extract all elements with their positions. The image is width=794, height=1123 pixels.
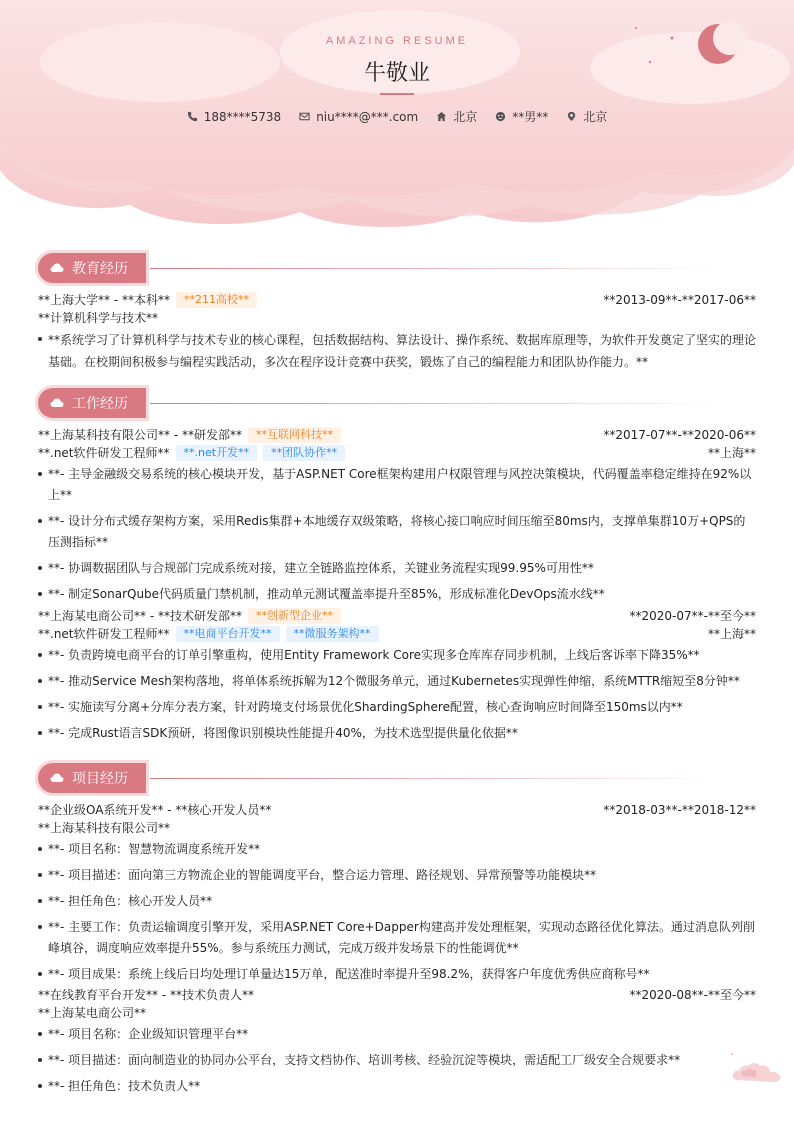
list-item: **- 项目名称：智慧物流调度系统开发**	[38, 839, 756, 860]
project-bullets	[38, 1024, 756, 1097]
project-name: **企业级OA系统开发** - **核心开发人员**	[38, 803, 272, 817]
section-divider	[150, 403, 722, 404]
education-title-pill	[38, 253, 146, 283]
role-tag: **团队协作**	[263, 445, 345, 461]
list-item: **- 制定SonarQube代码质量门禁机制，推动单元测试覆盖率提升至85%，形成标准化DevOps流水线**	[38, 584, 756, 605]
job-date: **2017-07**-**2020-06**	[603, 428, 756, 442]
home-icon	[436, 111, 447, 122]
project-company: **上海某科技有限公司**	[38, 821, 171, 835]
job-city: **上海**	[707, 446, 756, 460]
list-item: **- 协调数据团队与合规部门完成系统对接，建立全链路监控体系，关键业务流程实现99.95%可用性**	[38, 558, 756, 579]
section-divider	[150, 268, 722, 269]
role-tag: **电商平台开发**	[176, 626, 280, 642]
education-date: **2013-09**-**2017-06**	[603, 293, 756, 307]
decorative-cloud-icon	[726, 1050, 786, 1086]
contact-phone	[187, 108, 281, 125]
projects-title: 项目经历	[72, 771, 128, 787]
project-company: **上海某电商公司**	[38, 1006, 147, 1020]
list-item: **- 项目成果：系统上线后日均处理订单量达15万单，配送准时率提升至98.2%，获得客户年度优秀供应商称号**	[38, 964, 756, 985]
school-tag: **211高校**	[176, 292, 257, 308]
location-icon	[566, 111, 577, 122]
project-2	[38, 986, 756, 1097]
list-item: **- 负责跨境电商平台的订单引擎重构，使用Entity Framework Core实现多仓库库存同步机制，上线后客诉率下降35%**	[38, 645, 756, 666]
work-header	[38, 388, 756, 420]
cloud-icon	[50, 773, 64, 783]
education-bullets	[38, 329, 756, 373]
project-1	[38, 801, 756, 985]
project-name: **在线教育平台开发** - **技术负责人**	[38, 988, 254, 1002]
cloud-icon	[50, 263, 64, 273]
list-item: **- 推动Service Mesh架构落地，将单体系统拆解为12个微服务单元，通过Kubernetes实现弹性伸缩，系统MTTR缩短至8分钟**	[38, 671, 756, 692]
contact-home	[436, 108, 477, 125]
job-role: **.net软件研发工程师**	[38, 627, 170, 641]
company-name: **上海某科技有限公司** - **研发部**	[38, 428, 242, 442]
cloud-icon	[50, 398, 64, 408]
contact-home-text: 北京	[453, 110, 478, 124]
project-bullets	[38, 839, 756, 985]
job-2	[38, 607, 756, 744]
list-item: **- 担任角色：核心开发人员**	[38, 891, 756, 912]
list-item: **- 项目描述：面向制造业的协同办公平台，支持文档协作、培训考核、经验沉淀等模块，需适配工厂级安全合规要求**	[38, 1050, 756, 1071]
major: **计算机科学与技术**	[38, 311, 159, 325]
education-title: 教育经历	[72, 261, 128, 277]
gender-icon	[495, 111, 506, 122]
work-title: 工作经历	[72, 396, 128, 412]
list-item: **系统学习了计算机科学与技术专业的核心课程，包括数据结构、算法设计、操作系统、数据库原理等，为软件开发奠定了坚实的理论基础。在校期间积极参与编程实践活动，多次在程序设计竞赛中获奖，锻炼了自己的编程能力和团队协作能力。**	[38, 329, 756, 373]
list-item: **- 完成Rust语言SDK预研，将图像识别模块性能提升40%，为技术选型提供量化依据**	[38, 723, 756, 744]
contact-email-text: niu****@***.com	[316, 109, 419, 124]
candidate-name: 牛敬业	[363, 61, 430, 86]
role-tag: **微服务架构**	[286, 626, 379, 642]
job-1	[38, 426, 756, 605]
projects-title-pill	[38, 763, 146, 793]
list-item: **- 项目描述：面向第三方物流企业的智能调度平台，整合运力管理、路径规划、异常预警等功能模块**	[38, 865, 756, 886]
company-name: **上海某电商公司** - **技术研发部**	[38, 609, 242, 623]
company-tag: **创新型企业**	[248, 608, 341, 624]
list-item: **- 实施读写分离+分库分表方案，针对跨境支付场景优化ShardingSphere配置，核心查询响应时间降至150ms以内**	[38, 697, 756, 718]
project-date: **2018-03**-**2018-12**	[603, 803, 756, 817]
company-tag: **互联网科技**	[248, 427, 341, 443]
list-item: **- 主导金融级交易系统的核心模块开发，基于ASP.NET Core框架构建用户权限管理与风控决策模块，代码覆盖率稳定维持在92%以上**	[38, 464, 756, 506]
work-title-pill	[38, 388, 146, 418]
list-item: **- 担任角色：技术负责人**	[38, 1076, 756, 1097]
name-underline	[380, 93, 414, 95]
project-date: **2020-08**-**至今**	[629, 988, 756, 1002]
mail-icon	[299, 111, 310, 122]
list-item: **- 主要工作：负责运输调度引擎开发，采用ASP.NET Core+Dapper构建高并发处理框架，实现动态路径优化算法。通过消息队列削峰填谷，调度响应效率提升55%。参与系统压力测试，完成万级并发场景下的性能调优**	[38, 917, 756, 959]
education-header	[38, 253, 756, 285]
job-date: **2020-07**-**至今**	[629, 609, 756, 623]
list-item: **- 项目名称：企业级知识管理平台**	[38, 1024, 756, 1045]
contact-location-text: 北京	[583, 110, 608, 124]
contact-bar	[0, 108, 794, 125]
job-city: **上海**	[707, 627, 756, 641]
contact-location	[566, 108, 607, 125]
education-row	[38, 291, 756, 309]
school-name: **上海大学** - **本科**	[38, 293, 170, 307]
job-bullets	[38, 464, 756, 605]
contact-email	[299, 108, 418, 125]
resume-eyebrow: AMAZING RESUME	[325, 35, 469, 47]
job-bullets	[38, 645, 756, 744]
phone-icon	[187, 111, 198, 122]
projects-header	[38, 763, 756, 795]
work-section	[38, 388, 756, 749]
role-tag: **.net开发**	[176, 445, 258, 461]
list-item: **- 设计分布式缓存架构方案，采用Redis集群+本地缓存双级策略，将核心接口响应时间压缩至80ms内，支撑单集群10万+QPS的压测指标**	[38, 511, 756, 553]
contact-gender	[495, 108, 548, 125]
resume-header	[0, 0, 794, 230]
contact-gender-text: **男**	[512, 110, 549, 124]
contact-phone-text: 188****5738	[203, 109, 282, 124]
section-divider	[150, 778, 722, 779]
education-section	[38, 253, 756, 378]
job-role: **.net软件研发工程师**	[38, 446, 170, 460]
projects-section	[38, 763, 756, 1102]
